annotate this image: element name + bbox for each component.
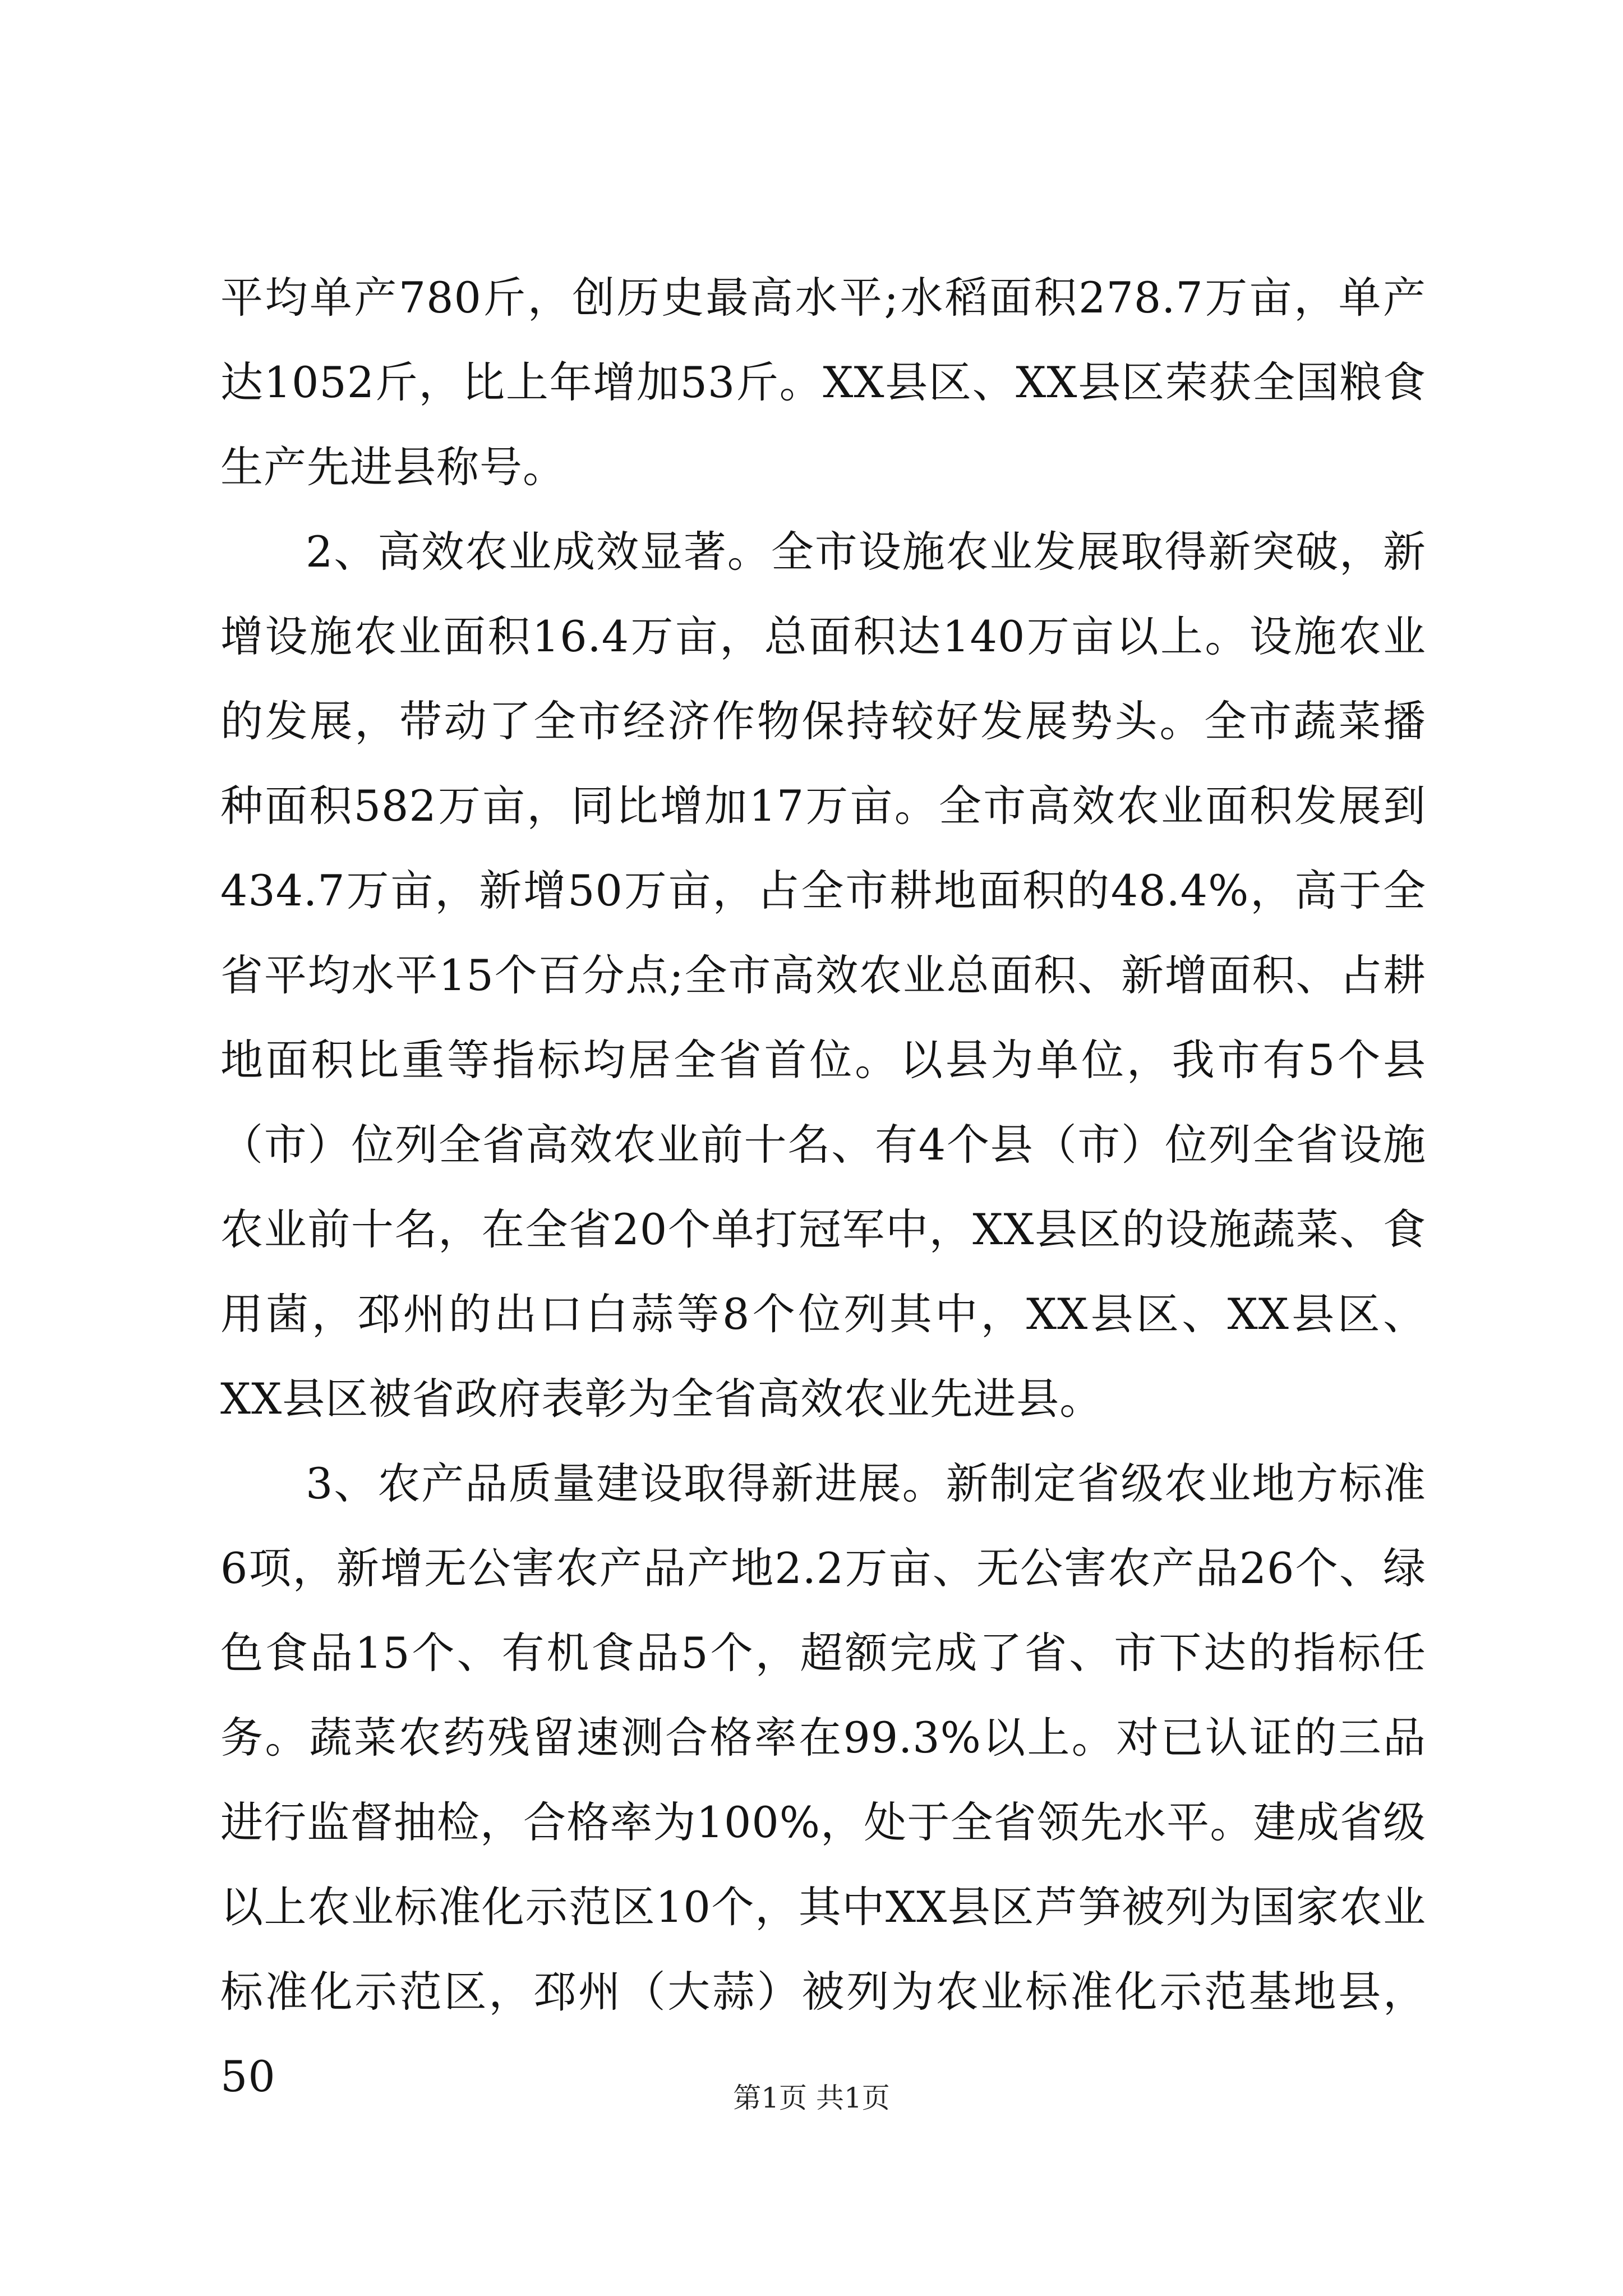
document-body xyxy=(220,255,1426,2119)
paragraph-efficient-agriculture: 2、高效农业成效显著。全市设施农业发展取得新突破，新增设施农业面积16.4万亩，总面积达140万亩以上。设施农业的发展，带动了全市经济作物保持较好发展势头。全市蔬菜播种面积582万亩，同比增加17万亩。全市高效农业面积发展到434.7万亩，新增50万亩，占全市耕地面积的48.4%，高于全省平均水平15个百分点;全市高效农业总面积、新增面积、占耕地面积比重等指标均居全省首位。以县为单位，我市有5个县（市）位列全省高效农业前十名、有4个县（市）位列全省设施农业前十名，在全省20个单打冠军中，XX县区的设施蔬菜、食用菌，邳州的出口白蒜等8个位列其中，XX县区、XX县区、XX县区被省政府表彰为全省高效农业先进县。 xyxy=(220,527,1426,1424)
page-number-footer: 第1页 共1页 xyxy=(733,2082,890,2114)
paragraph-product-quality: 3、农产品质量建设取得新进展。新制定省级农业地方标准6项，新增无公害农产品产地2.2万亩、无公害农产品26个、绿色食品15个、有机食品5个，超额完成了省、市下达的指标任务。蔬菜农药残留速测合格率在99.3%以上。对已认证的三品进行监督抽检，合格率为100%，处于全省领先水平。建成省级以上农业标准化示范区10个，其中XX县区芦笋被列为国家农业标准化示范区，邳州（大蒜）被列为农业标准化示范基地县，50 xyxy=(220,1458,1426,2101)
paragraph-continued: 平均单产780斤，创历史最高水平;水稻面积278.7万亩，单产达1052斤，比上年增加53斤。XX县区、XX县区荣获全国粮食生产先进县称号。 xyxy=(220,273,1426,492)
